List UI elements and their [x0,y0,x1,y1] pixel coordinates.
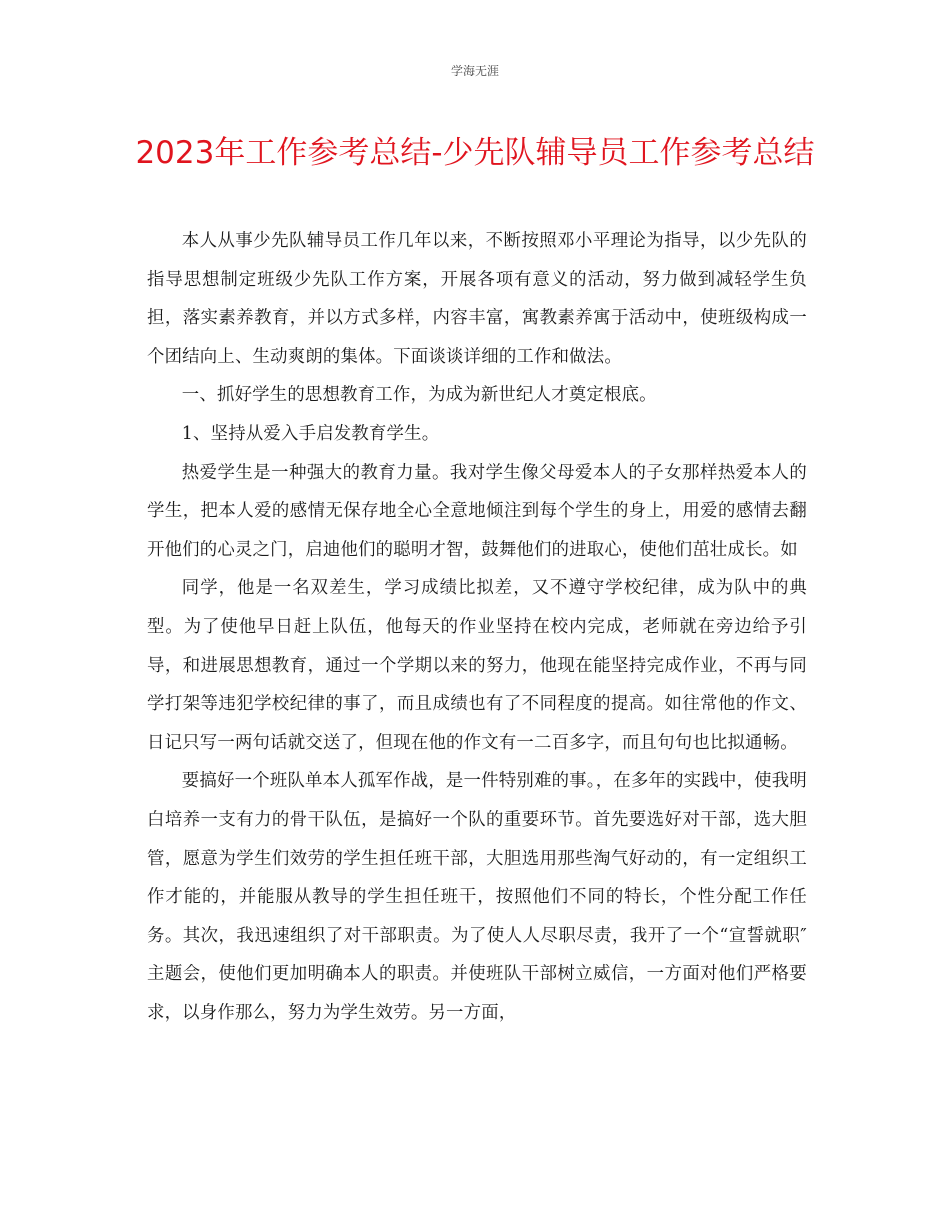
paragraph-intro: 本人从事少先队辅导员工作几年以来，不断按照邓小平理论为指导，以少先队的指导思想制定班级少先队工作方案，开展各项有意义的活动，努力做到减轻学生负担，落实素养教育，并以方式多样，内容丰富，寓教素养寓于活动中，使班级构成一个团结向上、生动爽朗的集体。下面谈谈详细的工作和做法。 [147,231,807,367]
paragraph-student-example: 同学，他是一名双差生，学习成绩比拟差，又不遵守学校纪律，成为队中的典型。为了使他早日赶上队伍，他每天的作业坚持在校内完成，老师就在旁边给予引导，和进展思想教育，通过一个学期以来的努力，他现在能坚持完成作业，不再与同学打架等违犯学校纪律的事了，而且成绩也有了不同程度的提高。如往常他的作文、日记只写一两句话就交送了，但现在他的作文有一二百多字，而且句句也比拟通畅。 [147,578,807,753]
subsection-heading-1: 1、坚持从爱入手启发教育学生。 [181,423,440,444]
paragraph-team-leaders: 要搞好一个班队单本人孤军作战，是一件特别难的事。，在多年的实践中，使我明白培养一支有力的骨干队伍，是搞好一个队的重要环节。首先要选好对干部，选大胆管，愿意为学生们效劳的学生担任班干部，大胆选用那些淘气好动的，有一定组织工作才能的，并能服从教导的学生担任班干，按照他们不同的特长，个性分配工作任务。其次，我迅速组织了对干部职责。为了使人人尽职尽责，我开了一个“宣誓就职″主题会，使他们更加明确本人的职责。并使班队干部树立威信，一方面对他们严格要求，以身作那么，努力为学生效劳。另一方面， [147,771,807,1023]
document-body [147,222,807,1032]
paragraph-love-students: 热爱学生是一种强大的教育力量。我对学生像父母爱本人的子女那样热爱本人的学生，把本人爱的感情无保存地全心全意地倾注到每个学生的身上，用爱的感情去翻开他们的心灵之门，启迪他们的聪明才智，鼓舞他们的进取心，使他们茁壮成长。如 [147,462,807,560]
page-header: 学海无涯 [450,64,499,78]
section-heading-1: 一、抓好学生的思想教育工作，为成为新世纪人才奠定根底。 [181,385,657,406]
document-title: 2023年工作参考总结-少先队辅导员工作参考总结 [135,135,815,171]
